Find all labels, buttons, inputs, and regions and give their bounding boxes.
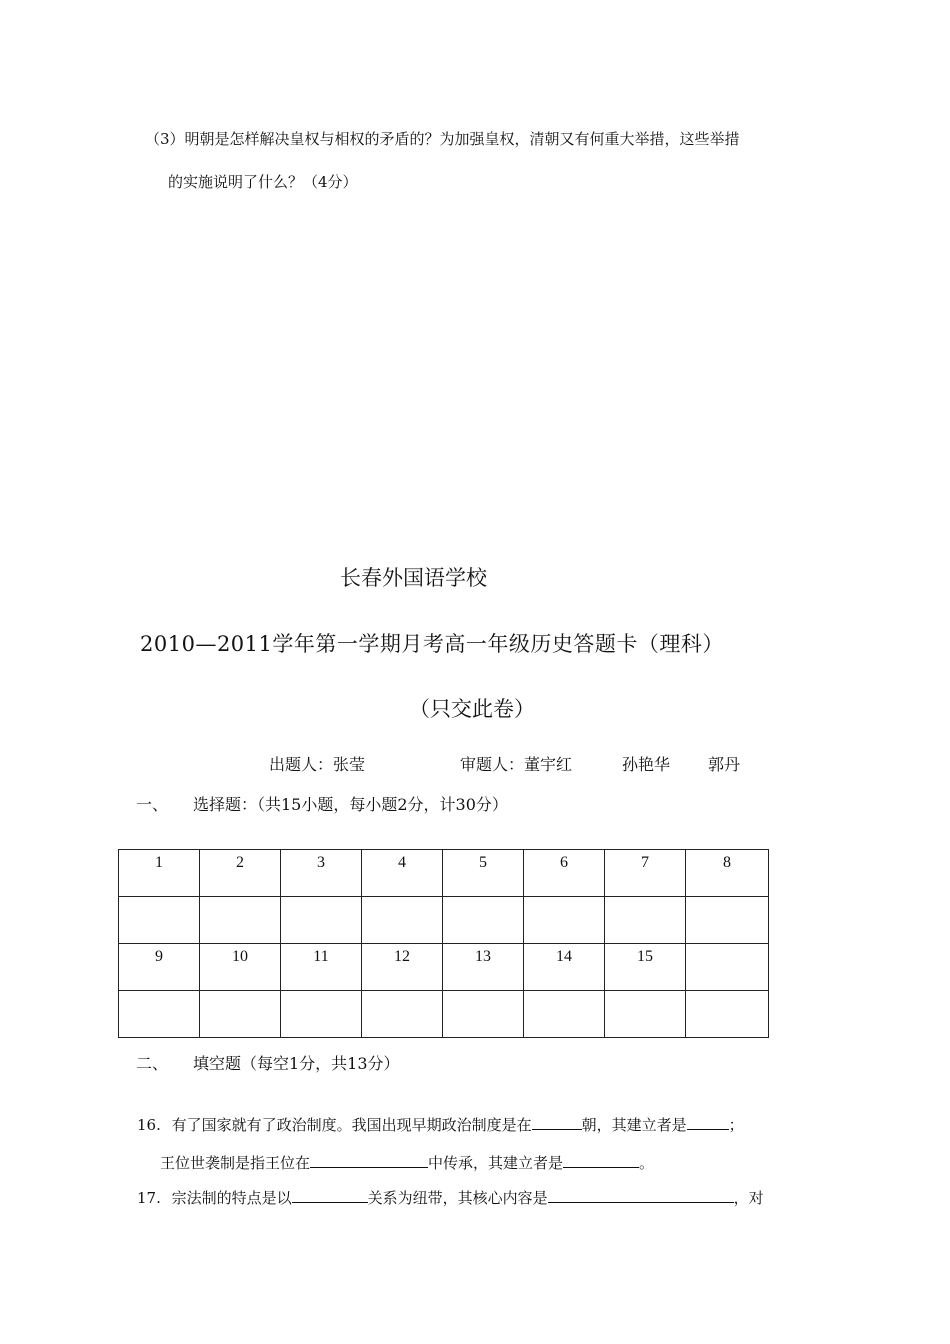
table-cell: 9	[119, 944, 200, 991]
answer-sheet-title: 2010—2011学年第一学期月考高一年级历史答题卡（理科）	[140, 632, 724, 656]
answer-cell[interactable]	[686, 897, 769, 944]
fill-blank[interactable]	[310, 1152, 428, 1168]
question-16-line-2	[160, 1152, 654, 1173]
question-16-text-d: 王位世袭制是指王位在	[160, 1154, 311, 1172]
table-row-answers-2	[119, 991, 769, 1038]
table-cell: 12	[362, 944, 443, 991]
table-cell: 15	[605, 944, 686, 991]
table-cell	[686, 944, 769, 991]
answer-cell[interactable]	[443, 991, 524, 1038]
table-row-answers-1	[119, 897, 769, 944]
section-2-label: 填空题（每空1分，共13分）	[193, 1054, 400, 1073]
question-16-text-a: 有了国家就有了政治制度。我国出现早期政治制度是在	[171, 1116, 532, 1134]
table-cell: 14	[524, 944, 605, 991]
question-17-number: 17.	[137, 1189, 161, 1207]
answer-sheet-subtitle: （只交此卷）	[409, 697, 535, 721]
answer-cell[interactable]	[605, 897, 686, 944]
reviewer: 审题人：董宇红	[460, 755, 573, 774]
question-17-line-1	[137, 1187, 764, 1208]
answer-cell[interactable]	[362, 897, 443, 944]
question-3-line-1: （3）明朝是怎样解决皇权与相权的矛盾的？为加强皇权，清朝又有何重大举措，这些举措	[145, 130, 740, 148]
table-cell: 5	[443, 850, 524, 897]
fill-blank[interactable]	[532, 1114, 582, 1130]
answer-cell[interactable]	[119, 897, 200, 944]
answer-cell[interactable]	[362, 991, 443, 1038]
section-1-label: 选择题：（共15小题，每小题2分，计30分）	[193, 795, 508, 814]
answer-cell[interactable]	[605, 991, 686, 1038]
answer-cell[interactable]	[524, 991, 605, 1038]
question-17-text-c: ，对	[733, 1189, 764, 1207]
answer-cell[interactable]	[443, 897, 524, 944]
school-name: 长春外国语学校	[340, 566, 487, 590]
table-row-header-1	[119, 850, 769, 897]
question-16-text-b: 朝，其建立者是	[581, 1116, 687, 1134]
answer-cell[interactable]	[200, 991, 281, 1038]
question-16-number: 16.	[137, 1116, 161, 1134]
answer-cell[interactable]	[281, 991, 362, 1038]
multiple-choice-answer-table	[118, 849, 769, 1038]
table-cell: 8	[686, 850, 769, 897]
table-cell: 4	[362, 850, 443, 897]
fill-blank[interactable]	[292, 1187, 368, 1203]
section-2-number: 二、	[136, 1054, 169, 1073]
table-cell: 6	[524, 850, 605, 897]
fill-blank[interactable]	[687, 1114, 729, 1130]
answer-cell[interactable]	[524, 897, 605, 944]
table-cell: 11	[281, 944, 362, 991]
table-cell: 1	[119, 850, 200, 897]
table-cell: 13	[443, 944, 524, 991]
answer-cell[interactable]	[200, 897, 281, 944]
question-16-text-e: 中传承，其建立者是	[428, 1154, 564, 1172]
section-1-number: 一、	[136, 795, 169, 814]
reviewer-2: 孙艳华	[622, 755, 671, 774]
answer-cell[interactable]	[281, 897, 362, 944]
question-3-line-2: 的实施说明了什么？（4分）	[168, 173, 358, 191]
fill-blank[interactable]	[548, 1187, 734, 1203]
question-setter: 出题人：张莹	[269, 755, 366, 774]
fill-blank[interactable]	[563, 1152, 639, 1168]
answer-cell[interactable]	[686, 991, 769, 1038]
question-16-text-c: ；	[728, 1116, 744, 1134]
answer-cell[interactable]	[119, 991, 200, 1038]
question-16-text-f: 。	[639, 1154, 655, 1172]
table-cell: 3	[281, 850, 362, 897]
table-cell: 2	[200, 850, 281, 897]
question-16-line-1	[137, 1114, 744, 1135]
table-cell: 7	[605, 850, 686, 897]
question-17-text-a: 宗法制的特点是以	[171, 1189, 292, 1207]
table-row-header-2	[119, 944, 769, 991]
question-17-text-b: 关系为纽带，其核心内容是	[367, 1189, 548, 1207]
reviewer-3: 郭丹	[708, 755, 741, 774]
table-cell: 10	[200, 944, 281, 991]
